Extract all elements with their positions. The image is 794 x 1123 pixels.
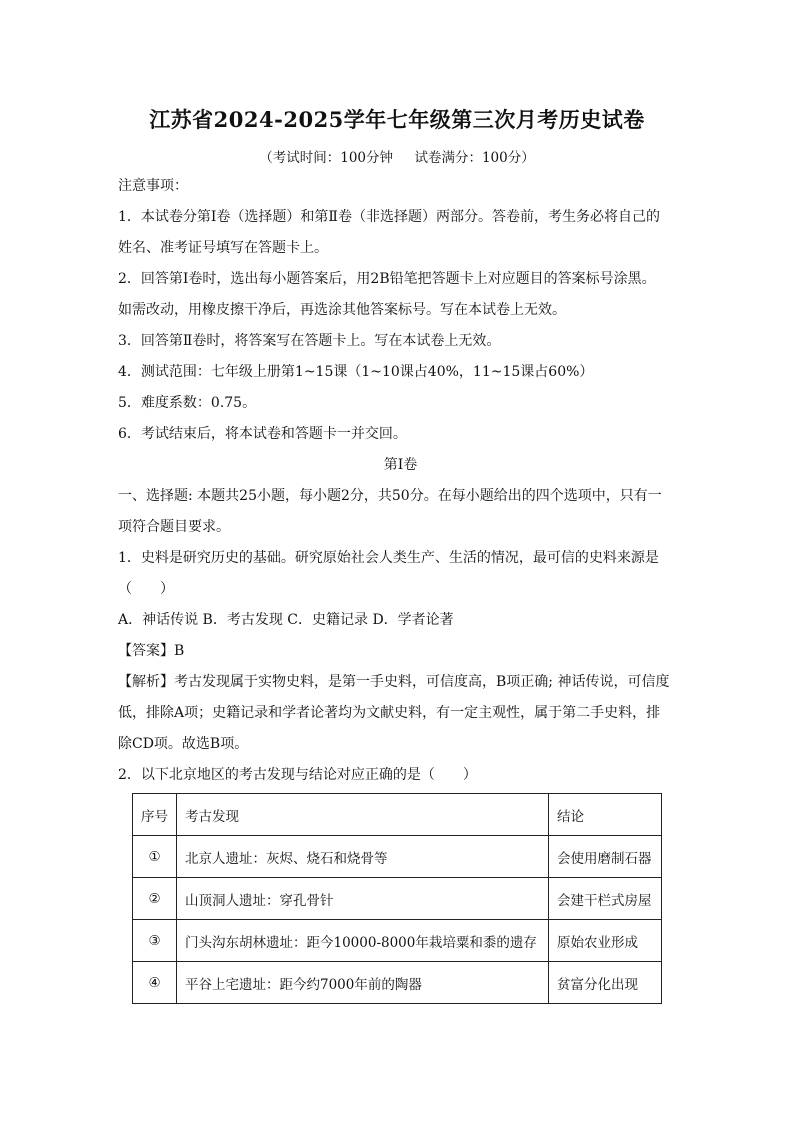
table-cell: 北京人遗址：灰烬、烧石和烧骨等: [177, 836, 549, 878]
question-1-analysis: 【解析】考古发现属于实物史料，是第一手史料，可信度高，B项正确; 神话传说，可信度: [118, 674, 670, 690]
notice-heading: 注意事项：: [118, 178, 188, 194]
notice-line: 1．本试卷分第Ⅰ卷（选择题）和第Ⅱ卷（非选择题）两部分。答卷前，考生务必将自己的: [118, 209, 660, 225]
table-row: [133, 836, 662, 878]
question-1-answer: 【答案】B: [118, 643, 185, 659]
table-row: [133, 878, 662, 920]
section-instruction: 一、选择题: 本题共25小题，每小题2分，共50分。在每小题给出的四个选项中，只有一: [118, 488, 662, 504]
page-title: 江苏省2024-2025学年七年级第三次月考历史试卷: [149, 107, 645, 132]
table-cell: 山顶洞人遗址：穿孔骨针: [177, 878, 549, 920]
table-cell: 平谷上宅遗址：距今约7000年前的陶器: [177, 962, 549, 1004]
notice-line: 5．难度系数：0.75。: [118, 395, 257, 411]
question-1-stem-bracket: （ ）: [118, 581, 174, 597]
section-instruction: 项符合题目要求。: [118, 519, 230, 535]
table-header-cell: 序号: [133, 794, 177, 836]
table-cell: 原始农业形成: [549, 920, 662, 962]
table-cell: ①: [133, 836, 177, 878]
table-header-cell: 结论: [549, 794, 662, 836]
notice-line: 3．回答第Ⅱ卷时，将答案写在答题卡上。写在本试卷上无效。: [118, 333, 501, 349]
table-cell: 贫富分化出现: [549, 962, 662, 1004]
exam-info: （考试时间：100分钟 试卷满分：100分）: [259, 150, 535, 166]
question-2-stem: 2．以下北京地区的考古发现与结论对应正确的是（ ）: [118, 767, 477, 783]
question-1-analysis: 除CD项。故选B项。: [118, 736, 249, 752]
question-1-analysis: 低，排除A项；史籍记录和学者论著均为文献史料，有一定主观性，属于第二手史料，排: [118, 705, 661, 721]
question-2-table: [132, 793, 662, 1004]
table-row: [133, 920, 662, 962]
section-heading: 第Ⅰ卷: [383, 457, 418, 473]
table-header-row: [133, 794, 662, 836]
question-1-stem: 1．史料是研究历史的基础。研究原始社会人类生产、生活的情况，最可信的史料来源是: [118, 550, 659, 566]
table-cell: ③: [133, 920, 177, 962]
question-1-options: A．神话传说 B．考古发现 C．史籍记录 D．学者论著: [118, 612, 454, 628]
table-header-cell: 考古发现: [177, 794, 549, 836]
notice-line: 6．考试结束后，将本试卷和答题卡一并交回。: [118, 426, 407, 442]
table-row: [133, 962, 662, 1004]
table-cell: ②: [133, 878, 177, 920]
table-cell: 会使用磨制石器: [549, 836, 662, 878]
notice-line: 4．测试范围：七年级上册第1~15课（1~10课占40%，11~15课占60%）: [118, 364, 594, 380]
table-cell: 门头沟东胡林遗址：距今10000-8000年栽培粟和黍的遗存: [177, 920, 549, 962]
table-cell: ④: [133, 962, 177, 1004]
notice-line: 姓名、准考证号填写在答题卡上。: [118, 240, 328, 256]
table-cell: 会建干栏式房屋: [549, 878, 662, 920]
notice-line: 2．回答第Ⅰ卷时，选出每小题答案后，用2B铅笔把答题卡上对应题目的答案标号涂黑。: [118, 271, 656, 287]
notice-line: 如需改动，用橡皮擦干净后，再选涂其他答案标号。写在本试卷上无效。: [118, 302, 566, 318]
